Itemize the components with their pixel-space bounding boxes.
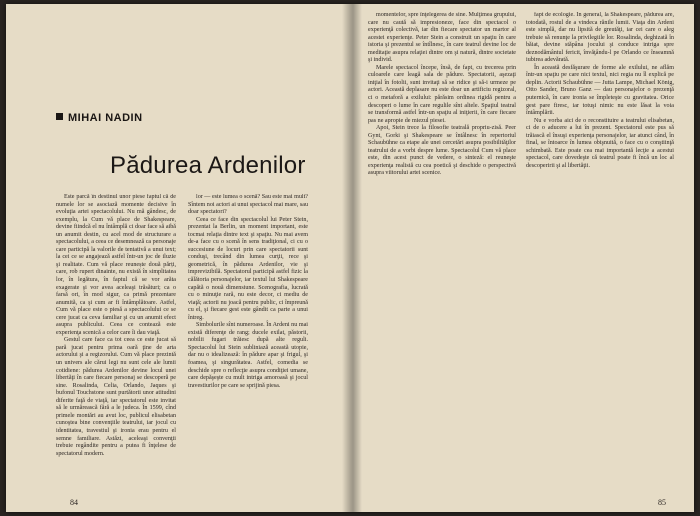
paragraph: Ceea ce face din spectacolul lui Peter Stein, prezentat la Berlin, un moment important, este tocmai relaţia dintre text şi spaţiu. Nu mai avem de-a face cu o scenă în sens tradiţional, ci cu o succesiune de locuri prin care spectatorii sunt conduşi, trecând din lumea curţii, rece şi geometrică, în pădurea Ardenilor, vie şi imprevizibilă. Spectatorul participă astfel fizic la călătoria personajelor, iar textul lui Shakespeare capătă o nouă dimensiune. Scenografia, lucrată cu o minuţie rară, nu este decor, ci mediu de viaţă; actorii nu joacă pentru public, ci împreună cu el, şi fiecare gest este gândit ca parte a unui întreg. [188,216,308,321]
right-page [352,4,694,512]
book-spread [6,4,694,512]
paragraph: Nu e vorba aici de o reconstituire a teatrului elisabetan, ci de o aducere a lui în prezent. Spectatorul este pus să trăiască el însuşi experienţa personajelor, iar atunci când, în final, se întoarce în lumea obişnuită, o face cu o conştiinţă schimbată. Este poate cea mai importantă lecţie a acestui spectacol, care dovedeşte că teatrul poate fi încă un loc al descoperirii şi al libertăţii. [526,117,674,169]
text-column-right-1 [368,12,516,494]
paragraph: lor — este lumea o scenă? Sau este mai mult? Sîntem noi actori ai unui spectacol mai mare, sau doar spectatori? [188,194,308,216]
paragraph: Simbolurile sînt numeroase. În Ardeni nu mai există diferenţe de rang; ducele exilat, păstorii, nobilii fugari trăiesc după alte reguli. Spectacolul lui Stein subliniază această utopie, dar nu o idealizează: în pădure apar şi frigul, şi foamea, şi singurătatea. Astfel, comedia se deschide spre o reflecţie asupra condiţiei umane, care depăşeşte cu mult intriga amoroasă şi jocul travestiurilor pe care se sprijină piesa. [188,322,308,389]
paragraph: Marele spectacol începe, însă, de fapt, cu trecerea prin culoarele care leagă sala de pădure. Spectatorii, aşezaţi iniţial în fotolii, sunt invitaţi să se ridice şi să-i urmeze pe actori. Această deplasare nu este doar un artificiu regizoral, ci o metaforă a exilului: părăsim ordinea rigidă pentru a descoperi o lume în care regulile sînt altele. Spaţiul teatral se transformă astfel într-un spaţiu al iniţierii, în care fiecare pas ne apropie de miezul piesei. [368,64,516,124]
paragraph: În această desfăşurare de forme ale exilului, ne aflăm într-un spaţiu pe care nici textul, nici regia nu îl explică pe deplin. Actorii Schaubühne — Jutta Lampe, Michael König, Otto Sander, Bruno Ganz — dau personajelor o prezenţă puternică, în care ironia se împleteşte cu gravitatea. Orice gest pare firesc, iar totuşi nimic nu este lăsat la voia întâmplării. [526,64,674,117]
paragraph: Este parcă în destinul unor piese faptul că de numele lor se asociază momente decisive în evoluţia artei spectacolului. Nu mă gândesc, de exemplu, la Cum vă place de Shakespeare, devine fiindcă el nu întâmplă ci doar face să aibă un anumit destin, cu acel mod de structurare a spectacolului, a ceea ce desemnează ca personaje care participă la valorile de tentativă a unui text; la cei ce se angajează astfel într-un joc de iluzie şi realitate. Cum vă place reunește două părți, care, rob rupert dinainte, nu există în simplitatea lor, în legătura, în faptul că se vor arăta exagerate şi vor avea aceleaşi trăsături; ca o farsă ori, în mod sigur, ca primă prezentare anumită, ca şi cum ar fi întâmplătoare. Astfel, Cum vă place este o piesă a spectacolului ce se cere jucat ca ceva familiar şi cu un anumit efect asupra publicului. Ceea ce contează este experienţa scenică a celor care îi dau viaţă. [56,194,176,336]
page-number-right: 85 [658,498,666,507]
square-bullet-icon [56,113,63,120]
text-column-right-2 [526,12,674,494]
article-title: Pădurea Ardenilor [110,152,306,179]
text-column-left-2 [188,194,308,494]
paragraph: momentelor, spre înţelegerea de sine. Mulţimea grupului, care nu caută să impresioneze, face din spectacol o experienţă colectivă, iar din fiecare spectator un martor al acestei experienţe. Peter Stein a construit un spaţiu în care istoria şi prezentul se întîlnesc, în care teatrul devine loc de meditaţie asupra relaţiei dintre om şi natură, dintre societate şi individ. [368,12,516,64]
paragraph: Gestul care face ca tot ceea ce este jucat să pară jucat pentru prima oară ţine de arta actorului şi a regizorului. Cum vă place prezintă un univers ale cărui legi nu sunt cele ale lumii cotidiene: pădurea Ardenilor devine locul unei libertăţi în care fiecare personaj se descoperă pe sine. Rosalinda, Celia, Orlando, Jaques şi bufonul Touchstone sunt purtătorii unor atitudini diferite faţă de viaţă, iar spectatorul este invitat să le urmărească fără a le judeca. În 1599, cînd primele montări au avut loc, publicul elisabetan cunoştea bine convenţiile teatrului, iar jocul cu identitatea, travestiul şi ironia erau pentru el semne familiare. Astăzi, aceleaşi convenţii trebuie regândite pentru a putea fi înţelese de spectatorul modern. [56,337,176,457]
paragraph: fapt de ecologie. În general, la Shakespeare, pădurea are, totodată, rostul de a vindeca rănile lumii. Viaţa din Ardeni este simplă, dar nu lipsită de greutăţi, iar cei care o aleg trebuie să renunţe la privilegiile lor. Rosalinda, deghizată în băiat, devine stăpâna jocului şi conduce intriga spre deznodământul fericit, învăţându-l pe Orlando ce înseamnă iubirea adevărată. [526,12,674,64]
author-name [56,112,143,125]
paragraph: Apoi, Stein trece la filosofie teatrală propriu-zisă. Peer Gynt, Gorki şi Shakespeare se întâlnesc în repertoriul Schaubühne ca etape ale unei cercetări asupra posibilităţilor teatrului de a vorbi despre lume. Spectacolul Cum vă place este, din acest punct de vedere, o sinteză: el reuneşte experienţa realistă cu cea poetică şi deschide o perspectivă asupra viitorului artei scenice. [368,125,516,177]
text-column-left-1 [56,194,176,494]
left-page [6,4,352,512]
author-label: MIHAI NADIN [68,112,143,124]
page-number-left: 84 [70,498,78,507]
